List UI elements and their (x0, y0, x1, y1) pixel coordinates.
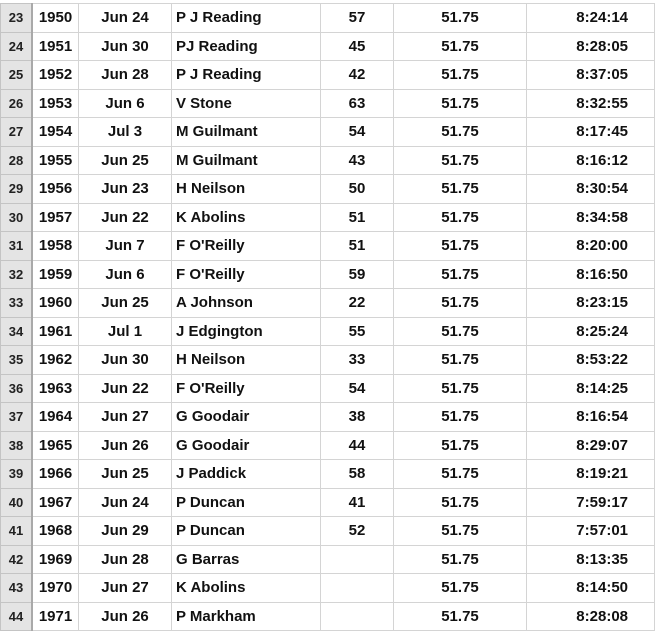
cell-year[interactable]: 1963 (32, 374, 79, 403)
cell-number[interactable]: 54 (321, 374, 394, 403)
cell-number[interactable]: 59 (321, 260, 394, 289)
cell-name[interactable]: H Neilson (172, 346, 321, 375)
cell-year[interactable]: 1962 (32, 346, 79, 375)
cell-date[interactable]: Jun 24 (79, 4, 172, 33)
table-row (1, 175, 655, 204)
cell-distance[interactable]: 51.75 (394, 175, 527, 204)
table-row (1, 232, 655, 261)
row-header: 43 (1, 574, 33, 603)
table-row (1, 403, 655, 432)
cell-number[interactable]: 44 (321, 431, 394, 460)
row-header: 40 (1, 488, 33, 517)
cell-name[interactable]: P J Reading (172, 61, 321, 90)
table-body (1, 4, 655, 631)
table-row (1, 118, 655, 147)
cell-distance[interactable]: 51.75 (394, 346, 527, 375)
table-row (1, 317, 655, 346)
cell-distance[interactable]: 51.75 (394, 289, 527, 318)
cell-name[interactable]: H Neilson (172, 175, 321, 204)
row-header: 24 (1, 32, 33, 61)
cell-time[interactable]: 8:16:12 (527, 146, 655, 175)
cell-number[interactable]: 51 (321, 203, 394, 232)
cell-time[interactable]: 8:37:05 (527, 61, 655, 90)
cell-date[interactable]: Jun 23 (79, 175, 172, 204)
row-header: 39 (1, 460, 33, 489)
table-row (1, 146, 655, 175)
cell-name[interactable]: K Abolins (172, 203, 321, 232)
row-header: 30 (1, 203, 33, 232)
cell-name[interactable]: F O'Reilly (172, 260, 321, 289)
cell-name[interactable]: M Guilmant (172, 118, 321, 147)
cell-date[interactable]: Jun 7 (79, 232, 172, 261)
cell-time[interactable]: 8:16:50 (527, 260, 655, 289)
table-row (1, 61, 655, 90)
table-row (1, 32, 655, 61)
cell-number[interactable]: 57 (321, 4, 394, 33)
cell-name[interactable]: F O'Reilly (172, 374, 321, 403)
row-header: 35 (1, 346, 33, 375)
table-row (1, 602, 655, 631)
table-row (1, 545, 655, 574)
cell-number[interactable]: 50 (321, 175, 394, 204)
cell-year[interactable]: 1953 (32, 89, 79, 118)
cell-name[interactable]: K Abolins (172, 574, 321, 603)
cell-number[interactable]: 42 (321, 61, 394, 90)
cell-date[interactable]: Jun 27 (79, 574, 172, 603)
cell-time[interactable]: 8:17:45 (527, 118, 655, 147)
cell-year[interactable]: 1957 (32, 203, 79, 232)
row-header: 33 (1, 289, 33, 318)
cell-distance[interactable]: 51.75 (394, 488, 527, 517)
table-row (1, 460, 655, 489)
cell-year[interactable]: 1970 (32, 574, 79, 603)
cell-distance[interactable]: 51.75 (394, 574, 527, 603)
cell-time[interactable]: 8:32:55 (527, 89, 655, 118)
cell-distance[interactable]: 51.75 (394, 146, 527, 175)
table-row (1, 260, 655, 289)
cell-distance[interactable]: 51.75 (394, 403, 527, 432)
cell-time[interactable]: 8:13:35 (527, 545, 655, 574)
cell-date[interactable]: Jun 29 (79, 517, 172, 546)
cell-distance[interactable]: 51.75 (394, 460, 527, 489)
row-header: 28 (1, 146, 33, 175)
cell-distance[interactable]: 51.75 (394, 89, 527, 118)
cell-year[interactable]: 1964 (32, 403, 79, 432)
row-header: 29 (1, 175, 33, 204)
cell-number[interactable]: 22 (321, 289, 394, 318)
row-header: 25 (1, 61, 33, 90)
table-row (1, 574, 655, 603)
cell-name[interactable]: P Duncan (172, 488, 321, 517)
table-row (1, 488, 655, 517)
cell-year[interactable]: 1968 (32, 517, 79, 546)
cell-year[interactable]: 1951 (32, 32, 79, 61)
cell-distance[interactable]: 51.75 (394, 232, 527, 261)
cell-distance[interactable]: 51.75 (394, 545, 527, 574)
cell-date[interactable]: Jun 28 (79, 61, 172, 90)
cell-number[interactable]: 51 (321, 232, 394, 261)
table-row (1, 203, 655, 232)
cell-number[interactable]: 54 (321, 118, 394, 147)
cell-year[interactable]: 1959 (32, 260, 79, 289)
cell-year[interactable]: 1960 (32, 289, 79, 318)
cell-name[interactable]: G Goodair (172, 431, 321, 460)
data-table (0, 3, 655, 631)
cell-time[interactable]: 8:20:00 (527, 232, 655, 261)
cell-distance[interactable]: 51.75 (394, 203, 527, 232)
cell-time[interactable]: 8:14:50 (527, 574, 655, 603)
cell-time[interactable]: 8:34:58 (527, 203, 655, 232)
cell-date[interactable]: Jun 22 (79, 203, 172, 232)
cell-time[interactable]: 8:53:22 (527, 346, 655, 375)
cell-time[interactable]: 8:29:07 (527, 431, 655, 460)
cell-year[interactable]: 1952 (32, 61, 79, 90)
cell-time[interactable]: 8:24:14 (527, 4, 655, 33)
cell-number[interactable]: 45 (321, 32, 394, 61)
cell-date[interactable]: Jun 6 (79, 260, 172, 289)
cell-date[interactable]: Jun 30 (79, 32, 172, 61)
cell-date[interactable]: Jun 28 (79, 545, 172, 574)
row-header: 41 (1, 517, 33, 546)
cell-number[interactable]: 41 (321, 488, 394, 517)
cell-date[interactable]: Jun 27 (79, 403, 172, 432)
cell-number[interactable]: 55 (321, 317, 394, 346)
cell-date[interactable]: Jun 26 (79, 431, 172, 460)
cell-number[interactable]: 43 (321, 146, 394, 175)
cell-time[interactable]: 7:59:17 (527, 488, 655, 517)
table-row (1, 431, 655, 460)
cell-distance[interactable]: 51.75 (394, 431, 527, 460)
cell-distance[interactable]: 51.75 (394, 517, 527, 546)
cell-distance[interactable]: 51.75 (394, 32, 527, 61)
cell-distance[interactable]: 51.75 (394, 61, 527, 90)
row-header: 42 (1, 545, 33, 574)
cell-time[interactable]: 8:25:24 (527, 317, 655, 346)
cell-distance[interactable]: 51.75 (394, 260, 527, 289)
cell-name[interactable]: A Johnson (172, 289, 321, 318)
cell-time[interactable]: 8:16:54 (527, 403, 655, 432)
cell-date[interactable]: Jun 30 (79, 346, 172, 375)
cell-name[interactable]: J Edgington (172, 317, 321, 346)
cell-name[interactable]: G Goodair (172, 403, 321, 432)
row-header: 26 (1, 89, 33, 118)
cell-year[interactable]: 1967 (32, 488, 79, 517)
cell-year[interactable]: 1956 (32, 175, 79, 204)
cell-year[interactable]: 1961 (32, 317, 79, 346)
cell-date[interactable]: Jun 25 (79, 146, 172, 175)
cell-distance[interactable]: 51.75 (394, 317, 527, 346)
row-header: 44 (1, 602, 33, 631)
cell-name[interactable]: G Barras (172, 545, 321, 574)
cell-date[interactable]: Jun 25 (79, 460, 172, 489)
cell-name[interactable]: V Stone (172, 89, 321, 118)
cell-date[interactable]: Jul 3 (79, 118, 172, 147)
cell-name[interactable]: P Duncan (172, 517, 321, 546)
cell-number[interactable]: 52 (321, 517, 394, 546)
row-header: 27 (1, 118, 33, 147)
cell-year[interactable]: 1971 (32, 602, 79, 631)
cell-time[interactable]: 8:23:15 (527, 289, 655, 318)
cell-distance[interactable]: 51.75 (394, 4, 527, 33)
row-header: 34 (1, 317, 33, 346)
table-row (1, 374, 655, 403)
cell-year[interactable]: 1954 (32, 118, 79, 147)
table-row (1, 346, 655, 375)
cell-number[interactable] (321, 602, 394, 631)
row-header: 32 (1, 260, 33, 289)
cell-name[interactable]: J Paddick (172, 460, 321, 489)
cell-date[interactable]: Jun 22 (79, 374, 172, 403)
row-header: 36 (1, 374, 33, 403)
cell-name[interactable]: PJ Reading (172, 32, 321, 61)
cell-distance[interactable]: 51.75 (394, 374, 527, 403)
cell-year[interactable]: 1950 (32, 4, 79, 33)
cell-time[interactable]: 8:30:54 (527, 175, 655, 204)
cell-time[interactable]: 7:57:01 (527, 517, 655, 546)
spreadsheet-grid (0, 3, 655, 631)
cell-date[interactable]: Jun 6 (79, 89, 172, 118)
cell-number[interactable]: 38 (321, 403, 394, 432)
cell-number[interactable] (321, 574, 394, 603)
table-row (1, 289, 655, 318)
cell-date[interactable]: Jun 24 (79, 488, 172, 517)
cell-number[interactable]: 33 (321, 346, 394, 375)
cell-year[interactable]: 1969 (32, 545, 79, 574)
cell-number[interactable]: 58 (321, 460, 394, 489)
cell-name[interactable]: P J Reading (172, 4, 321, 33)
table-row (1, 4, 655, 33)
cell-date[interactable]: Jun 25 (79, 289, 172, 318)
cell-date[interactable]: Jun 26 (79, 602, 172, 631)
cell-time[interactable]: 8:28:05 (527, 32, 655, 61)
cell-date[interactable]: Jul 1 (79, 317, 172, 346)
cell-year[interactable]: 1955 (32, 146, 79, 175)
row-header: 37 (1, 403, 33, 432)
cell-time[interactable]: 8:28:08 (527, 602, 655, 631)
cell-name[interactable]: P Markham (172, 602, 321, 631)
cell-year[interactable]: 1966 (32, 460, 79, 489)
cell-time[interactable]: 8:19:21 (527, 460, 655, 489)
row-header: 23 (1, 4, 33, 33)
table-row (1, 89, 655, 118)
cell-distance[interactable]: 51.75 (394, 602, 527, 631)
cell-name[interactable]: M Guilmant (172, 146, 321, 175)
row-header: 31 (1, 232, 33, 261)
cell-time[interactable]: 8:14:25 (527, 374, 655, 403)
cell-year[interactable]: 1965 (32, 431, 79, 460)
cell-distance[interactable]: 51.75 (394, 118, 527, 147)
cell-name[interactable]: F O'Reilly (172, 232, 321, 261)
cell-number[interactable]: 63 (321, 89, 394, 118)
cell-number[interactable] (321, 545, 394, 574)
row-header: 38 (1, 431, 33, 460)
table-row (1, 517, 655, 546)
cell-year[interactable]: 1958 (32, 232, 79, 261)
